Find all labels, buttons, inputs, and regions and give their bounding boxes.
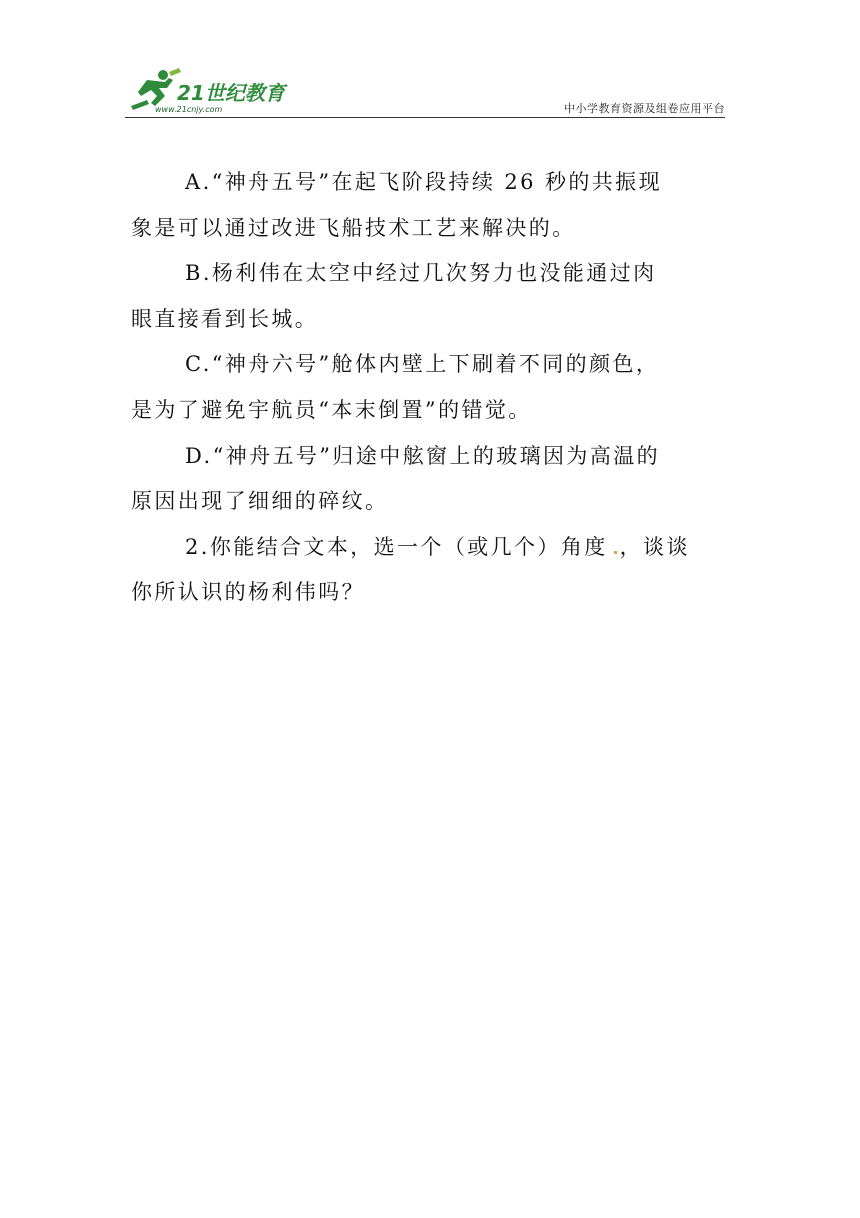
header-tagline: 中小学教育资源及组卷应用平台 <box>564 102 725 115</box>
runner-icon <box>131 68 181 110</box>
question-2-line-1-part-b: ，谈谈 <box>619 534 690 559</box>
option-d-line-2: 原因出现了细细的碎纹。 <box>131 489 389 514</box>
question-2-line-2: 你所认识的杨利伟吗？ <box>131 580 365 605</box>
question-2 <box>131 525 731 616</box>
document-body <box>131 160 731 616</box>
question-2-line-1-part-a: 2.你能结合文本，选一个（或几个）角度 <box>185 534 608 559</box>
option-a-line-1: A.“神舟五号”在起飞阶段持续 26 秒的共振现 <box>185 170 662 194</box>
site-logo <box>125 66 295 116</box>
option-b-line-1: B.杨利伟在太空中经过几次努力也没能通过肉 <box>185 261 657 286</box>
option-d <box>131 434 731 525</box>
page-header <box>125 66 725 118</box>
option-c-line-2: 是为了避免宇航员“本末倒置”的错觉。 <box>131 397 532 422</box>
option-a <box>131 160 731 251</box>
option-b-line-2: 眼直接看到长城。 <box>131 306 319 331</box>
option-c-line-1: C.“神舟六号”舱体内壁上下刷着不同的颜色， <box>185 352 660 377</box>
option-c <box>131 342 731 433</box>
question-2-line-1 <box>131 525 731 571</box>
header-rule <box>125 117 725 118</box>
logo-url: www.21cnjy.com <box>155 105 223 114</box>
option-a-line-2: 象是可以通过改进飞船技术工艺来解决的。 <box>131 215 576 240</box>
logo-wordmark: 21世纪教育 <box>177 81 285 105</box>
option-b <box>131 251 731 342</box>
stray-mark <box>614 551 617 554</box>
option-d-line-1: D.“神舟五号”归途中舷窗上的玻璃因为高温的 <box>185 443 661 468</box>
